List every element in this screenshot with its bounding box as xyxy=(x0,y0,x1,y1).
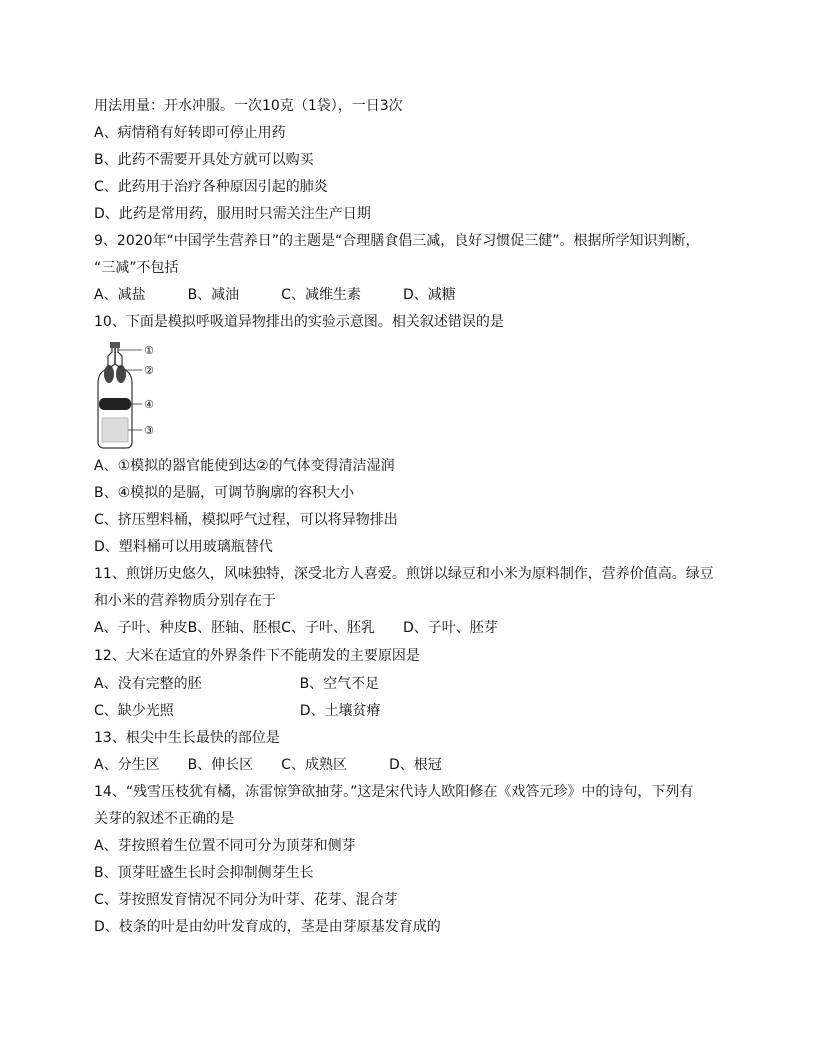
label-2: ② xyxy=(144,364,154,377)
q14-option-c: C、芽按照发育情况不同分为叶芽、花芽、混合芽 xyxy=(94,892,398,908)
q8-option-a: A、病情稍有好转即可停止用药 xyxy=(94,125,286,141)
q13-options: A、分生区 B、伸长区 C、成熟区 D、根冠 xyxy=(94,757,442,773)
q8-option-c: C、此药用于治疗各种原因引起的肺炎 xyxy=(94,179,328,195)
q12-options-ab: A、没有完整的胚 B、空气不足 xyxy=(94,676,380,692)
label-1: ① xyxy=(144,344,154,357)
q10-option-d: D、塑料桶可以用玻璃瓶替代 xyxy=(94,539,273,555)
q10-option-b: B、④模拟的是膈，可调节胸廓的容积大小 xyxy=(94,485,355,501)
label-3: ③ xyxy=(144,424,154,437)
q10-option-c: C、挤压塑料桶，模拟呼气过程，可以将异物排出 xyxy=(94,512,398,528)
q14-option-d: D、枝条的叶是由幼叶发育成的，茎是由芽原基发育成的 xyxy=(94,919,441,935)
diaphragm-band xyxy=(99,398,131,410)
q11-stem-line2: 和小米的营养物质分别存在于 xyxy=(94,593,276,609)
q14-option-a: A、芽按照着生位置不同可分为顶芽和侧芽 xyxy=(94,838,356,854)
dosage-text: 用法用量：开水冲服。一次10克（1袋），一日3次 xyxy=(94,98,403,114)
q10-stem: 10、下面是模拟呼吸道异物排出的实验示意图。相关叙述错误的是 xyxy=(94,314,504,330)
q12-options-cd: C、缺少光照 D、土壤贫瘠 xyxy=(94,703,381,719)
lower-section xyxy=(102,418,128,442)
q9-options: A、减盐 B、减油 C、减维生素 D、减糖 xyxy=(94,287,456,303)
q14-stem-line1: 14、“残雪压枝犹有橘，冻雷惊笋欲抽芽。”这是宋代诗人欧阳修在《戏答元珍》中的诗句，下列有 xyxy=(94,784,694,800)
q13-stem: 13、根尖中生长最快的部位是 xyxy=(94,730,280,746)
q14-stem-line2: 关芽的叙述不正确的是 xyxy=(94,811,234,827)
q12-stem: 12、大米在适宜的外界条件下不能萌发的主要原因是 xyxy=(94,648,420,664)
q8-option-d: D、此药是常用药，服用时只需关注生产日期 xyxy=(94,206,371,222)
respiratory-model-diagram xyxy=(92,340,182,450)
q11-options: A、子叶、种皮B、胚轴、胚根C、子叶、胚乳 D、子叶、胚芽 xyxy=(94,620,498,636)
q14-option-b: B、顶芽旺盛生长时会抑制侧芽生长 xyxy=(94,865,314,881)
q11-stem-line1: 11、煎饼历史悠久，风味独特，深受北方人喜爱。煎饼以绿豆和小米为原料制作，营养价值高。绿豆 xyxy=(94,566,714,582)
q8-option-b: B、此药不需要开具处方就可以购买 xyxy=(94,152,314,168)
q9-stem-line1: 9、2020年“中国学生营养日”的主题是“合理膳食倡三减，良好习惯促三健”。根据所学知识判断， xyxy=(94,233,700,249)
label-4: ④ xyxy=(144,398,154,411)
q9-stem-line2: “三减”不包括 xyxy=(94,260,179,276)
q10-option-a: A、①模拟的器官能使到达②的气体变得清洁湿润 xyxy=(94,458,395,474)
stopper xyxy=(110,342,120,348)
